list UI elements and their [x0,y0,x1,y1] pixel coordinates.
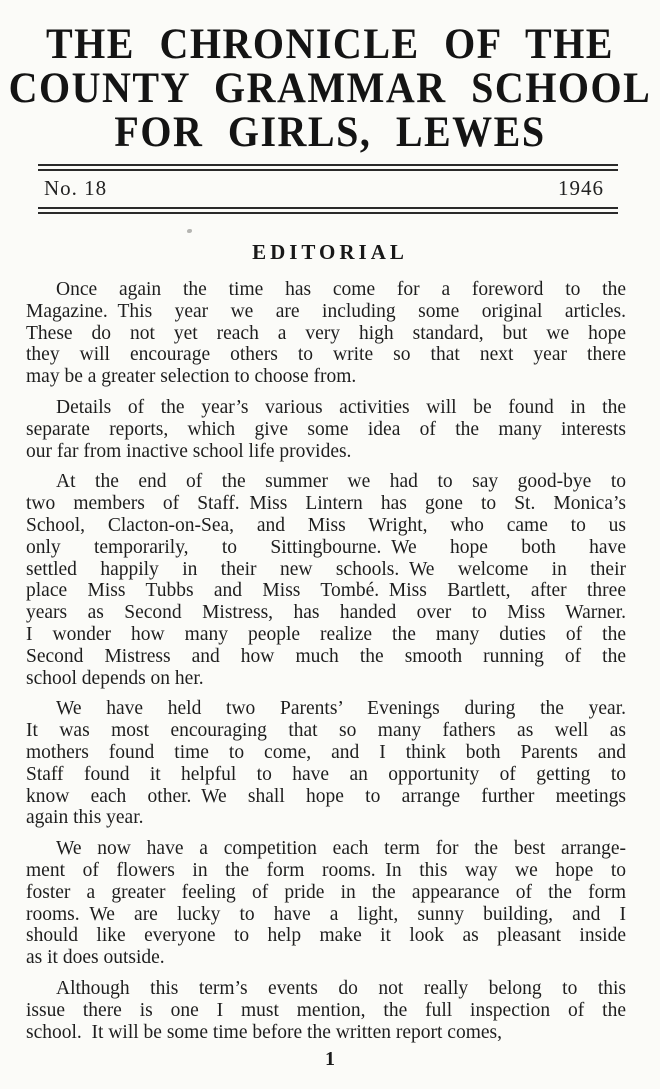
text-line: We have held two Parents’ Evenings during the year. [56,698,626,720]
paragraph [26,838,626,969]
text-line: Once again the time has come for a foreword to the [56,279,626,300]
text-line: may be a greater selection to choose from. [26,366,357,388]
text-line: These do not yet reach a very high standard, but we hope [26,322,626,344]
text-line: ment of flowers in the form rooms. In this way we hope to [26,859,626,881]
paragraph [26,698,626,829]
text-line: separate reports, which give some idea of the many interests [26,418,626,440]
paragraph [26,978,626,1043]
text-line: mothers found time to come, and I think both Parents and [26,741,626,763]
text-line: We now have a competition each term for the best arrange- [56,838,626,860]
masthead-title-line-1: THE CHRONICLE OF THE [46,19,614,68]
text-line: again this year. [26,807,144,829]
issue-year: 1946 [558,176,604,200]
paragraph [26,397,626,462]
editorial-body [26,279,626,1043]
issue-band [38,164,618,214]
scan-speck [187,229,192,233]
text-line: years as Second Mistress, has handed over to Miss Warner. [26,602,626,624]
masthead-title [0,19,660,156]
text-line: Second Mistress and how much the smooth running of the [26,645,626,667]
text-line: At the end of the summer we had to say good-bye to [56,471,626,493]
top-double-rule [38,164,618,171]
text-line: settled happily in their new schools. We welcome in their [26,558,626,580]
text-line: place Miss Tubbs and Miss Tombé. Miss Bartlett, after three [26,580,626,602]
text-line: our far from inactive school life provides. [26,440,352,462]
text-line: rooms. We are lucky to have a light, sunny building, and I [26,903,626,925]
text-line: know each other. We shall hope to arrange further meetings [26,785,626,807]
text-line: Although this term’s events do not really belong to this [56,977,626,999]
issue-number: No. 18 [44,176,108,200]
text-line: Details of the year’s various activities will be found in the [56,396,626,418]
text-line: I wonder how many people realize the many duties of the [26,623,626,645]
text-line: only temporarily, to Sittingbourne. We hope both have [26,536,626,558]
text-line: should like everyone to help make it look as pleasant inside [26,925,626,947]
bottom-double-rule [38,207,618,214]
text-line: school. It will be some time before the written report comes, [26,1021,502,1043]
text-line: foster a greater feeling of pride in the appearance of the form [26,881,626,903]
text-line: School, Clacton-on-Sea, and Miss Wright, who came to us [26,514,626,536]
masthead-title-line-3: FOR GIRLS, LEWES [114,107,546,156]
text-line: It was most encouraging that so many fathers as well as [26,720,626,742]
text-line: Magazine. This year we are including some original articles. [26,300,626,322]
text-line: they will encourage others to write so that next year there [26,344,626,366]
text-line: school depends on her. [26,667,204,689]
text-line: Staff found it helpful to have an opportunity of getting to [26,763,626,785]
issue-row [38,171,618,207]
masthead-title-line-2: COUNTY GRAMMAR SCHOOL [8,63,652,112]
text-line: as it does outside. [26,947,165,969]
text-line: two members of Staff. Miss Lintern has gone to St. Monica’s [26,493,626,515]
page-number: 1 [325,1048,335,1071]
text-line: issue there is one I must mention, the full inspection of the [26,999,626,1021]
paragraph [26,279,626,388]
editorial-heading: EDITORIAL [252,240,408,264]
paragraph [26,471,626,689]
